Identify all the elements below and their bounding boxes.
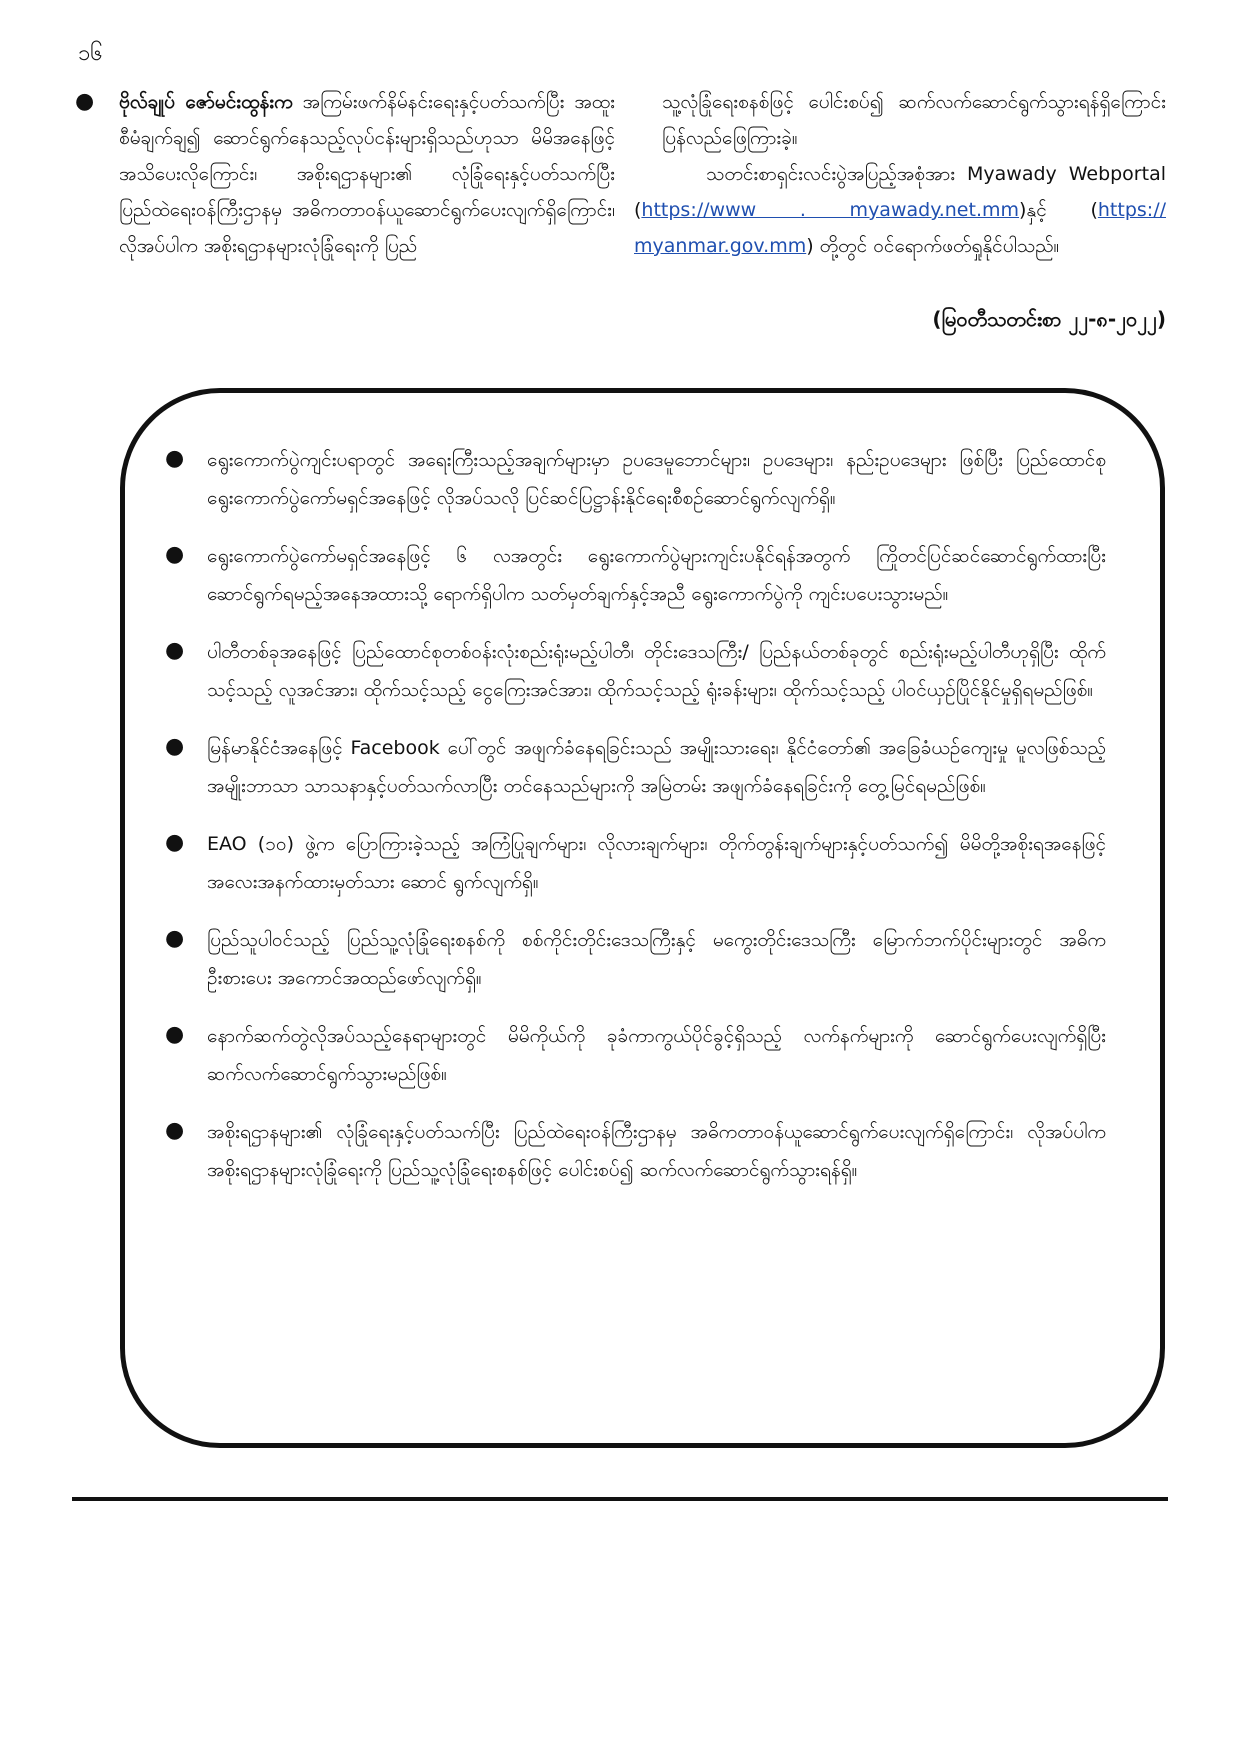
right-continuation: သူ့လုံခြုံရေးစနစ်ဖြင့် ပေါင်းစပ်၍ ဆက်လက်ဆောင်ရွက်သွားရန်ရှိကြောင်း ပြန်လည်ဖြေကြားခဲ့။: [662, 91, 1166, 149]
left-column-text: အကြမ်းဖက်နိမ်နင်းရေးနှင့်ပတ်သက်ပြီး အထူးစီမံချက်ချ၍ ဆောင်ရွက်နေသည့်လုပ်ငန်းများရှိသည်ဟုသာ မိမိအနေဖြင့် အသိပေးလိုကြောင်း၊ အစိုးရဌာနများ၏ လုံခြုံရေးနှင့်ပတ်သက်ပြီး ပြည်ထဲရေးဝန်ကြီးဌာနမှ အဓိကတာဝန်ယူဆောင်ရွက်ပေးလျက်ရှိကြောင်း၊ လိုအပ်ပါက အစိုးရဌာနများလုံခြုံရေးကို ပြည်: [119, 91, 615, 257]
page-number: ၁၆: [78, 41, 103, 66]
bullet-icon: ●: [165, 830, 185, 855]
bullet-icon: ●: [165, 734, 185, 759]
bullet-icon: ●: [75, 89, 95, 114]
right-column: [634, 84, 1166, 264]
bullet-icon: ●: [165, 1022, 185, 1047]
horizontal-divider: [72, 1497, 1168, 1501]
list-item: ● ပြည်သူပါဝင်သည့် ပြည်သူ့လုံခြုံရေးစနစ်ကို စစ်ကိုင်းတိုင်းဒေသကြီးနှင့် မကွေးတိုင်းဒေသကြီး မြောက်ဘက်ပိုင်းများတွင် အဓိကဦးစားပေး အကောင်အထည်ဖော်လျက်ရှိ။: [165, 921, 1106, 997]
speaker-name: ဗိုလ်ချုပ် ဇော်မင်းထွန်းက: [119, 91, 293, 113]
list-item: ● ရွေးကောက်ပွဲကော်မရှင်အနေဖြင့် ၆ လအတွင်း ရွေးကောက်ပွဲများကျင်းပနိုင်ရန်အတွက် ကြိုတင်ပြင်ဆင်ဆောင်ရွက်ထားပြီး ဆောင်ရွက်ရမည့်အနေအထားသို့ ရောက်ရှိပါက သတ်မှတ်ချက်နှင့်အညီ ရွေးကောက်ပွဲကို ကျင်းပပေးသွားမည်။: [165, 537, 1106, 613]
summary-list: [165, 441, 1106, 1209]
myawady-link[interactable]: https://www . myawady.net.mm: [641, 199, 1020, 221]
left-bullet-item: [75, 84, 615, 264]
summary-box: [120, 388, 1165, 1448]
myanmar-gov-link[interactable]: https:// myanmar.gov.mm: [634, 199, 1166, 257]
list-item: ● ပါတီတစ်ခုအနေဖြင့် ပြည်ထောင်စုတစ်ဝန်းလုံးစည်းရုံးမည့်ပါတီ၊ တိုင်းဒေသကြီး/ ပြည်နယ်တစ်ခုတွင် စည်းရုံးမည့်ပါတီဟုရှိပြီး ထိုက်သင့်သည့် လူအင်အား၊ ထိုက်သင့်သည့် ငွေကြေးအင်အား၊ ထိုက်သင့်သည့် ရုံးခန်းများ၊ ထိုက်သင့်သည့် ပါဝင်ယှဉ်ပြိုင်နိုင်မှုရှိရမည်ဖြစ်။: [165, 633, 1106, 709]
bullet-icon: ●: [165, 638, 185, 663]
list-item: ● မြန်မာနိုင်ငံအနေဖြင့် Facebook ပေါ်တွင် အဖျက်ခံနေရခြင်းသည် အမျိုးသားရေး၊ နိုင်ငံတော်၏ အခြေခံယဉ်ကျေးမှု မူလဖြစ်သည့် အမျိုးဘာသာ သာသနာနှင့်ပတ်သက်လာပြီး တင်နေသည်များကို အမြဲတမ်း အဖျက်ခံနေရခြင်းကို တွေ့မြင်ရမည်ဖြစ်။: [165, 729, 1106, 805]
list-item: ● နောက်ဆက်တွဲလိုအပ်သည့်နေရာများတွင် မိမိကိုယ်ကို ခုခံကာကွယ်ပိုင်ခွင့်ရှိသည့် လက်နက်များကို ဆောင်ရွက်ပေးလျက်ရှိပြီး ဆက်လက်ဆောင်ရွက်သွားမည်ဖြစ်။: [165, 1017, 1106, 1093]
bullet-icon: ●: [165, 1118, 185, 1143]
list-item: ● EAO (၁၀) ဖွဲ့က ပြောကြားခဲ့သည့် အကြံပြုချက်များ၊ လိုလားချက်များ၊ တိုက်တွန်းချက်များနှင့်ပတ်သက်၍ မိမိတို့အစိုးရအနေဖြင့် အလေးအနက်ထားမှတ်သား ဆောင် ရွက်လျက်ရှိ။: [165, 825, 1106, 901]
list-item: ● အစိုးရဌာနများ၏ လုံခြုံရေးနှင့်ပတ်သက်ပြီး ပြည်ထဲရေးဝန်ကြီးဌာနမှ အဓိကတာဝန်ယူဆောင်ရွက်ပေးလျက်ရှိကြောင်း၊ လိုအပ်ပါက အစိုးရဌာနများလုံခြုံရေးကို ပြည်သူ့လုံခြုံရေးစနစ်ဖြင့် ပေါင်းစပ်၍ ဆက်လက်ဆောင်ရွက်သွားရန်ရှိ။: [165, 1113, 1106, 1189]
source-citation: (မြဝတီသတင်းစာ ၂၂-၈-၂၀၂၂): [932, 307, 1166, 331]
bullet-icon: ●: [165, 446, 185, 471]
left-column: [75, 84, 615, 264]
right-paragraph: သတင်းစာရှင်းလင်းပွဲအပြည့်အစုံအား Myawady Webportal (https://www . myawady.net.mm)နှင့် (https:// myanmar.gov.mm) တို့တွင် ဝင်ရောက်ဖတ်ရှုနိုင်ပါသည်။: [634, 163, 1166, 257]
list-item: ● ရွေးကောက်ပွဲကျင်းပရာတွင် အရေးကြီးသည့်အချက်များမှာ ဥပဒေမူဘောင်များ၊ ဥပဒေများ၊ နည်းဥပဒေများ ဖြစ်ပြီး ပြည်ထောင်စုရွေးကောက်ပွဲကော်မရှင်အနေဖြင့် လိုအပ်သလို ပြင်ဆင်ပြဋ္ဌာန်းနိုင်ရေးစီစဉ်ဆောင်ရွက်လျက်ရှိ။: [165, 441, 1106, 517]
bullet-icon: ●: [165, 542, 185, 567]
bullet-icon: ●: [165, 926, 185, 951]
